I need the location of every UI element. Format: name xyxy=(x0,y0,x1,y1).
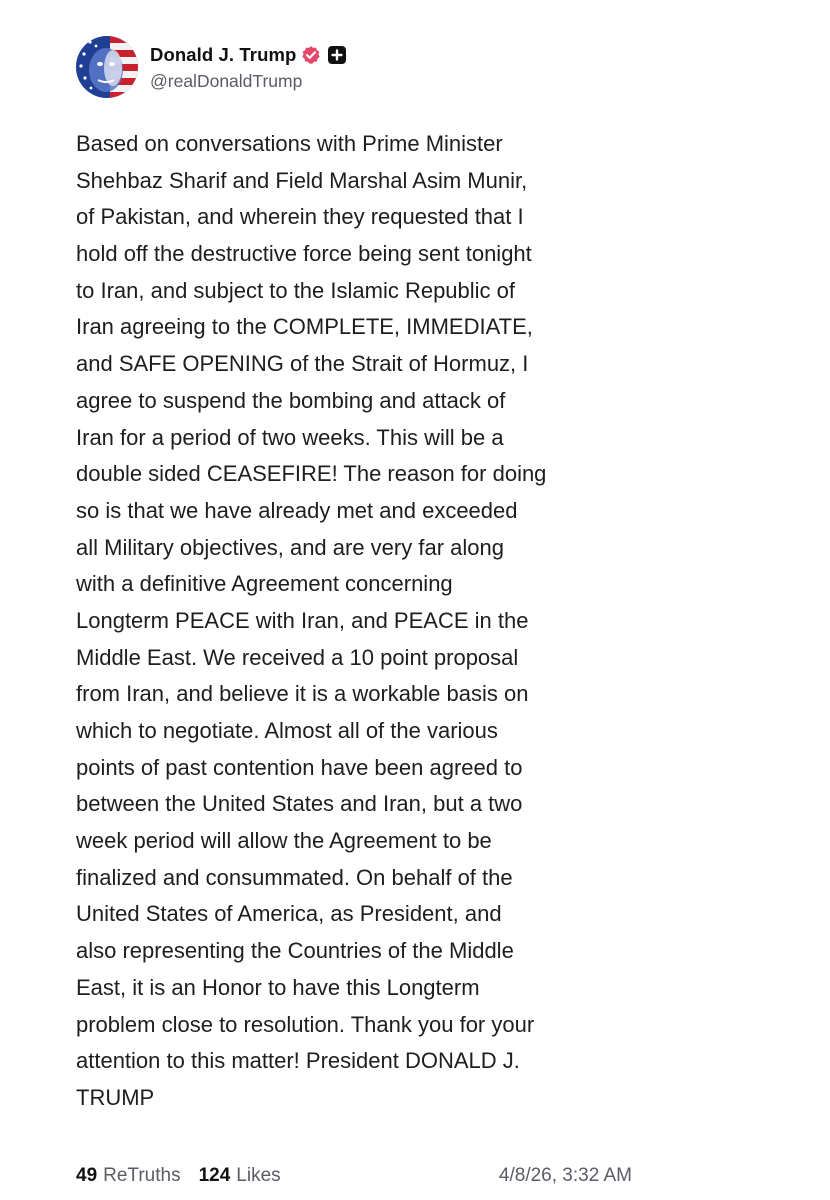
post-body-line: points of past contention have been agreed to xyxy=(76,754,523,780)
post-body-line: to Iran, and subject to the Islamic Republic of xyxy=(76,277,516,303)
avatar[interactable] xyxy=(76,36,138,98)
post-body-line: of Pakistan, and wherein they requested that I xyxy=(76,204,524,230)
post-body-line: Iran agreeing to the COMPLETE, IMMEDIATE, xyxy=(76,314,533,340)
likes-label: Likes xyxy=(236,1165,281,1186)
post-body-line: agree to suspend the bombing and attack of xyxy=(76,387,506,413)
post-body-line: Based on conversations with Prime Minister xyxy=(76,131,503,156)
post-body-line: hold off the destructive force being sent tonight xyxy=(76,241,532,267)
likes-count: 124 xyxy=(198,1165,231,1186)
avatar-icon xyxy=(76,36,138,98)
likes-stat[interactable] xyxy=(199,1165,281,1187)
retruths-stat[interactable] xyxy=(76,1165,181,1187)
post-timestamp[interactable]: 4/8/26, 3:32 AM xyxy=(498,1165,632,1186)
post-body-line: Shehbaz Sharif and Field Marshal Asim Munir, xyxy=(76,167,528,193)
post-body-line: double sided CEASEFIRE! The reason for doing xyxy=(76,461,547,487)
post-body-line: problem close to resolution. Thank you for your xyxy=(76,1011,535,1037)
post-body-line: so is that we have already met and exceeded xyxy=(76,497,518,523)
post-footer xyxy=(76,1162,632,1190)
post-header xyxy=(76,36,346,98)
post-body-line: with a definitive Agreement concerning xyxy=(76,571,453,597)
post-body-line: attention to this matter! President DONALD J. xyxy=(76,1048,520,1074)
post-body-line: Longterm PEACE with Iran, and PEACE in the xyxy=(76,607,529,633)
author-display-name[interactable]: Donald J. Trump xyxy=(150,43,297,65)
retruths-count: 49 xyxy=(76,1165,98,1186)
post-body-line: week period will allow the Agreement to be xyxy=(76,828,492,854)
post-body-line: Iran for a period of two weeks. This will be a xyxy=(76,424,504,450)
post-body-line: from Iran, and believe it is a workable basis on xyxy=(76,681,529,707)
post-body xyxy=(76,126,646,1117)
post-body-line: Middle East. We received a 10 point proposal xyxy=(76,644,519,670)
post-body-line: TRUMP xyxy=(76,1084,155,1110)
post-body-line: United States of America, as President, and xyxy=(76,901,502,927)
post-body-line: between the United States and Iran, but a two xyxy=(76,791,523,817)
verified-badge-icon xyxy=(301,45,321,65)
retruths-label: ReTruths xyxy=(103,1165,181,1186)
post-body-line: East, it is an Honor to have this Longterm xyxy=(76,974,480,1000)
author-handle[interactable]: @realDonaldTrump xyxy=(150,70,303,91)
post-body-line: which to negotiate. Almost all of the various xyxy=(76,718,498,743)
post-body-line: also representing the Countries of the Middle xyxy=(76,938,514,964)
post-body-line: and SAFE OPENING of the Strait of Hormuz, I xyxy=(76,351,529,377)
post-body-line: finalized and consummated. On behalf of the xyxy=(76,864,513,890)
name-row xyxy=(150,42,346,68)
author-info xyxy=(150,42,346,93)
post-body-line: all Military objectives, and are very far along xyxy=(76,534,504,560)
plus-badge-icon xyxy=(328,46,346,64)
